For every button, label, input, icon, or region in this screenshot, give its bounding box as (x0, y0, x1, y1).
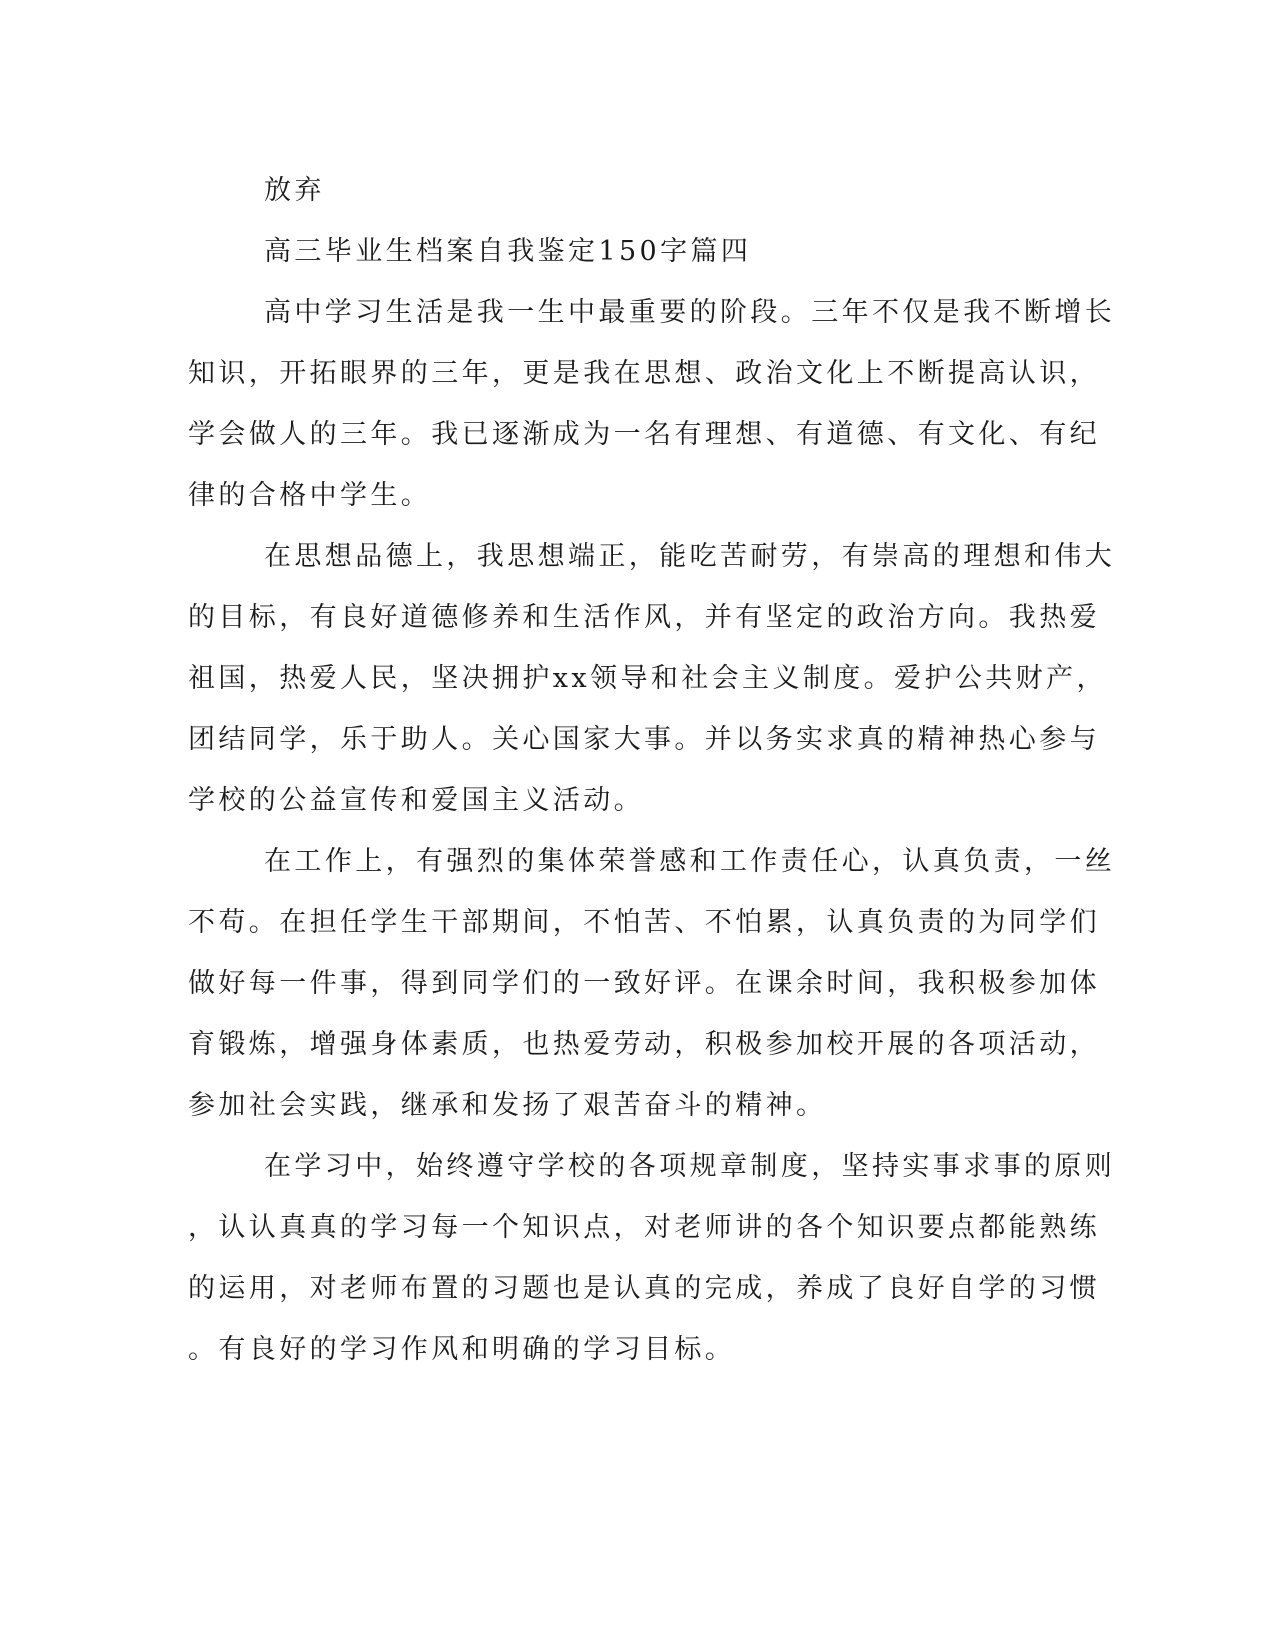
paragraph-line: 的目标，有良好道德修养和生活作风，并有坚定的政治方向。我热爱 (188, 602, 1100, 633)
paragraph-line: 在工作上，有强烈的集体荣誉感和工作责任心，认真负责，一丝 (264, 846, 1116, 877)
paragraph-line: 学校的公益宣传和爱国主义活动。 (188, 785, 644, 816)
paragraph-line: 育锻炼，增强身体素质，也热爱劳动，积极参加校开展的各项活动， (188, 1029, 1100, 1060)
paragraph-line: 在学习中，始终遵守学校的各项规章制度，坚持实事求事的原则 (264, 1151, 1116, 1182)
paragraph-3 (188, 831, 1116, 1136)
paragraph-line: 。有良好的学习作风和明确的学习目标。 (188, 1334, 736, 1365)
paragraph-1 (188, 282, 1116, 526)
paragraph-line: 知识，开拓眼界的三年，更是我在思想、政治文化上不断提高认识， (188, 358, 1100, 389)
paragraph-line: 参加社会实践，继承和发扬了艰苦奋斗的精神。 (188, 1090, 827, 1121)
paragraph-line: 高中学习生活是我一生中最重要的阶段。三年不仅是我不断增长 (264, 297, 1116, 328)
paragraph-line: 学会做人的三年。我已逐渐成为一名有理想、有道德、有文化、有纪 (188, 419, 1100, 450)
paragraph-line: 做好每一件事，得到同学们的一致好评。在课余时间，我积极参加体 (188, 968, 1100, 999)
paragraph-line: 在思想品德上，我思想端正，能吃苦耐劳，有崇高的理想和伟大 (264, 541, 1116, 572)
paragraph-line: 的运用，对老师布置的习题也是认真的完成，养成了良好自学的习惯 (188, 1273, 1100, 1304)
section-heading: 高三毕业生档案自我鉴定150字篇四 (264, 236, 752, 267)
paragraph-2 (188, 526, 1116, 831)
paragraph-line: 祖国，热爱人民，坚决拥护xx领导和社会主义制度。爱护公共财产， (188, 663, 1107, 694)
paragraph-4 (188, 1136, 1116, 1380)
document-body (188, 160, 1116, 1380)
trailing-word: 放弃 (264, 175, 325, 206)
paragraph-line: 不苟。在担任学生干部期间，不怕苦、不怕累，认真负责的为同学们 (188, 907, 1100, 938)
paragraph-line: 团结同学，乐于助人。关心国家大事。并以务实求真的精神热心参与 (188, 724, 1100, 755)
paragraph-line: ，认认真真的学习每一个知识点，对老师讲的各个知识要点都能熟练 (188, 1212, 1100, 1243)
paragraph-line: 律的合格中学生。 (188, 480, 432, 511)
